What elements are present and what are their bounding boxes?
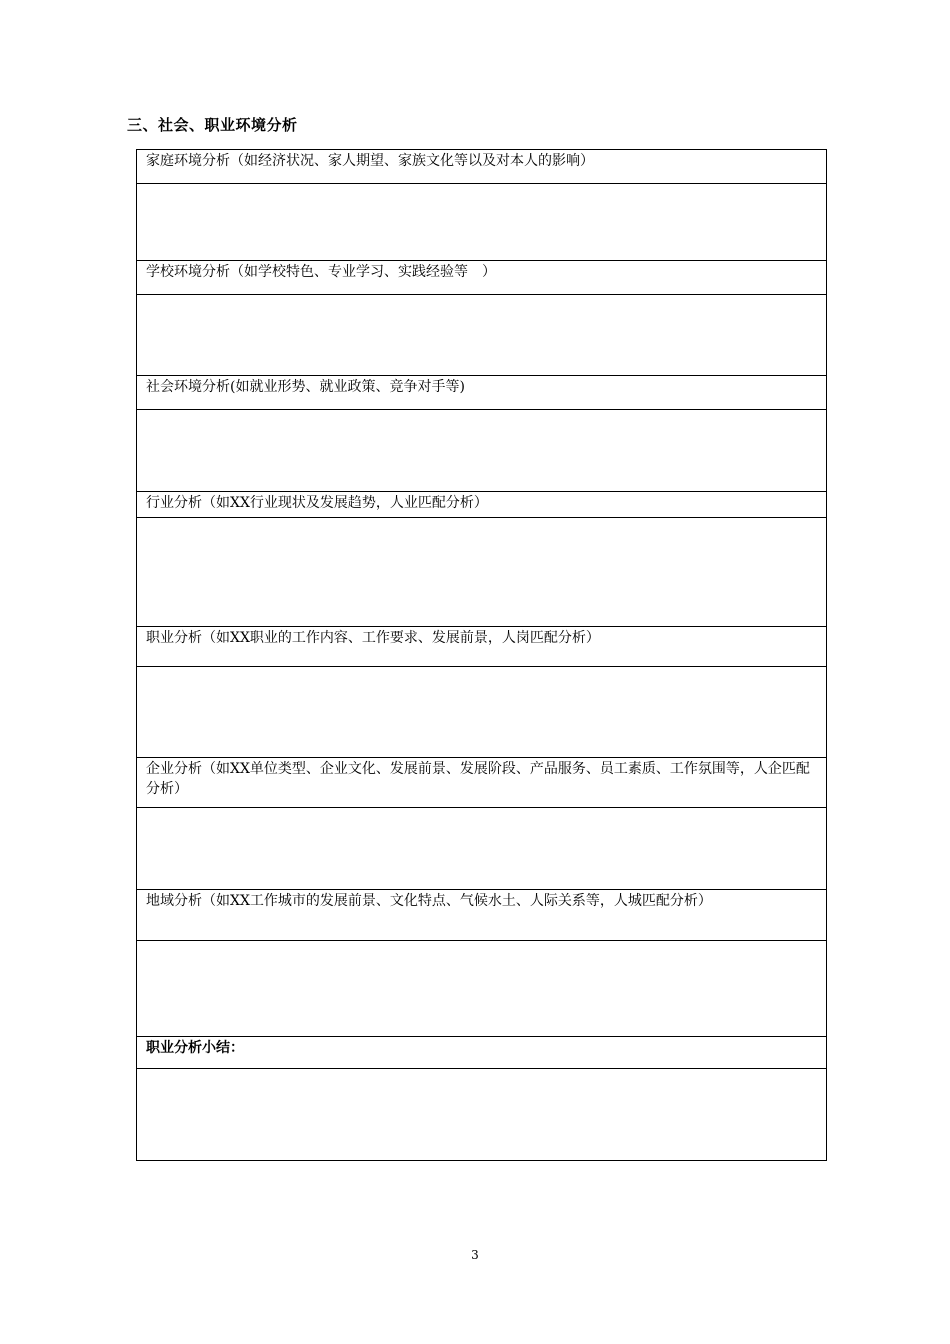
enterprise-analysis-label: 企业分析（如XX单位类型、企业文化、发展前景、发展阶段、产品服务、员工素质、工作氛围等，人企匹配分析） bbox=[137, 758, 827, 808]
family-analysis-label: 家庭环境分析（如经济状况、家人期望、家族文化等以及对本人的影响） bbox=[137, 150, 827, 184]
family-analysis-answer-row bbox=[137, 184, 827, 261]
industry-analysis-answer-row bbox=[137, 518, 827, 627]
enterprise-analysis-label-row bbox=[137, 758, 827, 808]
region-analysis-label-row bbox=[137, 890, 827, 941]
family-analysis-label-row bbox=[137, 150, 827, 184]
occupation-analysis-answer-row bbox=[137, 667, 827, 758]
occupation-analysis-answer-cell[interactable] bbox=[137, 667, 827, 758]
region-analysis-answer-row bbox=[137, 941, 827, 1037]
summary-label-row bbox=[137, 1037, 827, 1069]
school-analysis-answer-row bbox=[137, 295, 827, 376]
society-analysis-label: 社会环境分析(如就业形势、就业政策、竞争对手等) bbox=[137, 376, 827, 410]
enterprise-analysis-answer-row bbox=[137, 808, 827, 890]
summary-answer-cell[interactable] bbox=[137, 1069, 827, 1161]
family-analysis-answer-cell[interactable] bbox=[137, 184, 827, 261]
occupation-analysis-label: 职业分析（如XX职业的工作内容、工作要求、发展前景，人岗匹配分析） bbox=[137, 627, 827, 667]
society-analysis-label-row bbox=[137, 376, 827, 410]
enterprise-analysis-answer-cell[interactable] bbox=[137, 808, 827, 890]
society-analysis-answer-cell[interactable] bbox=[137, 410, 827, 492]
career-analysis-table bbox=[136, 149, 827, 1161]
school-analysis-answer-cell[interactable] bbox=[137, 295, 827, 376]
occupation-analysis-label-row bbox=[137, 627, 827, 667]
school-analysis-label: 学校环境分析（如学校特色、专业学习、实践经验等 ） bbox=[137, 261, 827, 295]
society-analysis-answer-row bbox=[137, 410, 827, 492]
region-analysis-answer-cell[interactable] bbox=[137, 941, 827, 1037]
industry-analysis-answer-cell[interactable] bbox=[137, 518, 827, 627]
page-number: 3 bbox=[471, 1248, 479, 1262]
summary-answer-row bbox=[137, 1069, 827, 1161]
region-analysis-label: 地域分析（如XX工作城市的发展前景、文化特点、气候水土、人际关系等，人城匹配分析） bbox=[137, 890, 827, 941]
industry-analysis-label: 行业分析（如XX行业现状及发展趋势，人业匹配分析） bbox=[137, 492, 827, 518]
section-title: 三、社会、职业环境分析 bbox=[127, 116, 298, 134]
summary-label: 职业分析小结： bbox=[137, 1037, 827, 1069]
industry-analysis-label-row bbox=[137, 492, 827, 518]
school-analysis-label-row bbox=[137, 261, 827, 295]
